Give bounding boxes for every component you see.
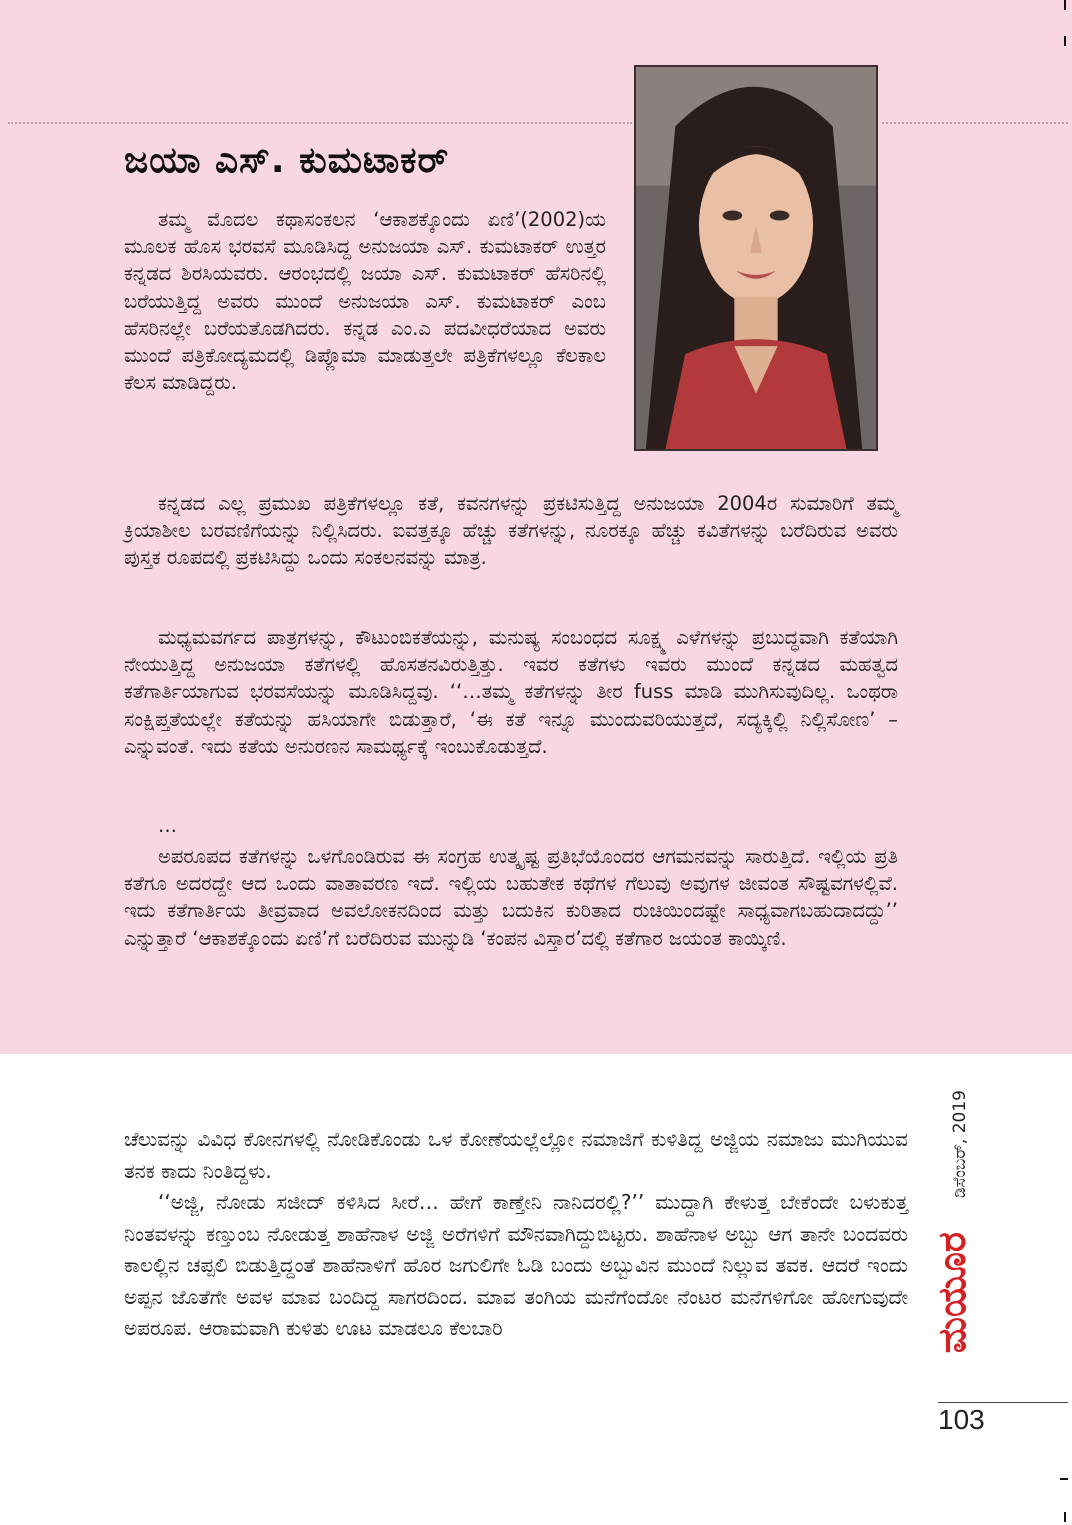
article-paragraph: ಅಪರೂಪದ ಕತೆಗಳನ್ನು ಒಳಗೊಂಡಿರುವ ಈ ಸಂಗ್ರಹ ಉತ್ಕೃಷ್ಟ ಪ್ರತಿಭೆಯೊಂದರ ಆಗಮನವನ್ನು ಸಾರುತ್ತಿದೆ. ಇಲ್ಲಿಯ ಪ್ರತಿ ಕತೆಗೂ ಅದರದ್ದೇ ಆದ ಒಂದು ವಾತಾವರಣ ಇದೆ. ಇಲ್ಲಿಯ ಬಹುತೇಕ ಕಥೆಗಳ ಗೆಲುವು ಅವುಗಳ ಜೀವಂತ ಸೌಷ್ಟವಗಳಲ್ಲಿವೆ. ಇದು ಕತೆಗಾರ್ತಿಯ ತೀವ್ರವಾದ ಅವಲೋಕನದಿಂದ ಮತ್ತು ಬದುಕಿನ ಕುರಿತಾದ ರುಚಿಯಿಂದಷ್ಟೇ ಸಾಧ್ಯವಾಗಬಹುದಾದದ್ದು’’ ಎನ್ನುತ್ತಾರೆ ‘ಆಕಾಶಕ್ಕೊಂದು ಏಣಿ’ಗೆ ಬರೆದಿರುವ ಮುನ್ನುಡಿ ‘ಕಂಪನ ವಿಸ್ತಾರ’ದಲ್ಲಿ ಕತೆಗಾರ ಜಯಂತ ಕಾಯ್ಕಿಣಿ.	[124, 845, 898, 950]
crop-mark	[1064, 1512, 1066, 1522]
portrait-image-icon	[636, 67, 876, 449]
article-paragraph: ತಮ್ಮ ಮೊದಲ ಕಥಾಸಂಕಲನ ‘ಆಕಾಶಕ್ಕೊಂದು ಏಣಿ’(2002)ಯ ಮೂಲಕ ಹೊಸ ಭರವಸೆ ಮೂಡಿಸಿದ್ದ ಅನುಜಯಾ ಎಸ್. ಕುಮಟಾಕರ್ ಉತ್ತರ ಕನ್ನಡದ ಶಿರಸಿಯವರು. ಆರಂಭದಲ್ಲಿ ಜಯಾ ಎಸ್. ಕುಮಟಾಕರ್ ಹೆಸರಿನಲ್ಲಿ ಬರೆಯುತ್ತಿದ್ದ ಅವರು ಮುಂದೆ ಅನುಜಯಾ ಎಸ್. ಕುಮಟಾಕರ್ ಎಂಬ ಹೆಸರಿನಲ್ಲೇ ಬರೆಯತೊಡಗಿದರು. ಕನ್ನಡ ಎಂ.ಎ ಪದವೀಧರೆಯಾದ ಅವರು ಮುಂದೆ ಪತ್ರಿಕೋದ್ಯಮದಲ್ಲಿ ಡಿಪ್ಲೊಮಾ ಮಾಡುತ್ತಲೇ ಪತ್ರಿಕೆಗಳಲ್ಲೂ ಕೆಲಕಾಲ ಕೆಲಸ ಮಾಡಿದ್ದರು.	[124, 208, 606, 395]
story-paragraph: ಚೆಲುವನ್ನು ವಿವಿಧ ಕೋನಗಳಲ್ಲಿ ನೋಡಿಕೊಂಡು ಒಳ ಕೋಣೆಯಲ್ಲೆಲ್ಲೋ ನಮಾಜಿಗೆ ಕುಳಿತಿದ್ದ ಅಜ್ಜಿಯ ನಮಾಜು ಮುಗಿಯುವ ತನಕ ಕಾದು ನಿಂತಿದ್ದಳು.	[124, 1127, 908, 1183]
author-portrait-photo	[634, 65, 878, 451]
article-paragraph: ಕನ್ನಡದ ಎಲ್ಲ ಪ್ರಮುಖ ಪತ್ರಿಕೆಗಳಲ್ಲೂ ಕತೆ, ಕವನಗಳನ್ನು ಪ್ರಕಟಿಸುತ್ತಿದ್ದ ಅನುಜಯಾ 2004ರ ಸುಮಾರಿಗೆ ತಮ್ಮ ಕ್ರಿಯಾಶೀಲ ಬರವಣಿಗೆಯನ್ನು ನಿಲ್ಲಿಸಿದರು. ಐವತ್ತಕ್ಕೂ ಹೆಚ್ಚು ಕತೆಗಳನ್ನು, ನೂರಕ್ಕೂ ಹೆಚ್ಚು ಕವಿತೆಗಳನ್ನು ಬರೆದಿರುವ ಅವರು ಪುಸ್ತಕ ರೂಪದಲ್ಲಿ ಪ್ರಕಟಿಸಿದ್ದು ಒಂದು ಸಂಕಲನವನ್ನು ಮಾತ್ರ.	[124, 492, 898, 570]
crop-mark	[1064, 0, 1066, 10]
story-paragraph: ‘‘ಅಜ್ಜಿ, ನೋಡು ಸಜೀದ್ ಕಳಿಸಿದ ಸೀರೆ… ಹೇಗೆ ಕಾಣ್ತೇನಿ ನಾನಿದರಲ್ಲಿ?’’ ಮುದ್ದಾಗಿ ಕೇಳುತ್ತ ಬೇಕೆಂದೇ ಬಳುಕುತ್ತ ನಿಂತವಳನ್ನು ಕಣ್ತುಂಬ ನೋಡುತ್ತ ಶಾಹೆನಾಳ ಅಜ್ಜಿ ಅರೆಗಳಿಗೆ ಮೌನವಾಗಿದ್ದುಬಿಟ್ಟರು. ಶಾಹೆನಾಳ ಅಬ್ಬು ಆಗ ತಾನೇ ಬಂದವರು ಕಾಲಲ್ಲಿನ ಚಪ್ಪಲಿ ಬಿಡುತ್ತಿದ್ದಂತೆ ಶಾಹೆನಾಳಿಗೆ ಹೊರ ಜಗುಲಿಗೇ ಓಡಿ ಬಂದು ಅಬ್ಬುವಿನ ಮುಂದೆ ನಿಲ್ಲುವ ತವಕ. ಆದರೆ ಇಂದು ಅಪ್ಪನ ಜೊತೆಗೇ ಅವಳ ಮಾವ ಬಂದಿದ್ದ ಸಾಗರದಿಂದ. ಮಾವ ತಂಗಿಯ ಮನೆಗೆಂದೋ ನೆಂಟರ ಮನೆಗಳಿಗೋ ಹೋಗುವುದೇ ಅಪರೂಪ. ಆರಾಮವಾಗಿ ಕುಳಿತು ಊಟ ಮಾಡಲೂ ಕೆಲಬಾರಿ	[124, 1190, 908, 1341]
page-number: 103	[938, 1404, 985, 1435]
quote-ellipsis: …	[158, 815, 177, 837]
dotted-divider-right	[882, 122, 1068, 124]
article-paragraph: ಮಧ್ಯಮವರ್ಗದ ಪಾತ್ರಗಳನ್ನು, ಕೌಟುಂಬಿಕತೆಯನ್ನು, ಮನುಷ್ಯ ಸಂಬಂಧದ ಸೂಕ್ಷ್ಮ ಎಳೆಗಳನ್ನು ಪ್ರಬುದ್ಧವಾಗಿ ಕತೆಯಾಗಿ ನೇಯುತ್ತಿದ್ದ ಅನುಜಯಾ ಕತೆಗಳಲ್ಲಿ ಹೊಸತನವಿರುತ್ತಿತ್ತು. ಇವರ ಕತೆಗಳು ಇವರು ಮುಂದೆ ಕನ್ನಡದ ಮಹತ್ವದ ಕತೆಗಾರ್ತಿಯಾಗುವ ಭರವಸೆಯನ್ನು ಮೂಡಿಸಿದ್ದವು. ‘‘…ತಮ್ಮ ಕತೆಗಳನ್ನು ತೀರ fuss ಮಾಡಿ ಮುಗಿಸುವುದಿಲ್ಲ. ಒಂಥರಾ ಸಂಕ್ಷಿಪ್ತತೆಯಲ್ಲೇ ಕತೆಯನ್ನು ಹಸಿಯಾಗೇ ಬಿಡುತ್ತಾರೆ, ‘ಈ ಕತೆ ಇನ್ನೂ ಮುಂದುವರಿಯುತ್ತದೆ, ಸದ್ಯಕ್ಕಿಲ್ಲಿ ನಿಲ್ಲಿಸೋಣ’ –ಎನ್ನುವಂತೆ. ಇದು ಕತೆಯ ಅನುರಣನ ಸಾಮರ್ಥ್ಯಕ್ಕೆ ಇಂಬುಕೊಡುತ್ತದೆ.	[124, 626, 898, 758]
crop-mark	[1060, 1478, 1068, 1480]
crop-mark	[1064, 36, 1066, 46]
issue-date: ಡಿಸೆಂಬರ್, 2019	[950, 1090, 970, 1199]
magazine-brand-logo: ಮಯೂರ	[930, 1232, 974, 1354]
page-number-rule	[938, 1402, 1068, 1403]
dotted-divider-left	[8, 122, 632, 124]
article-title: ಜಯಾ ಎಸ್. ಕುಮಟಾಕರ್	[124, 140, 450, 181]
